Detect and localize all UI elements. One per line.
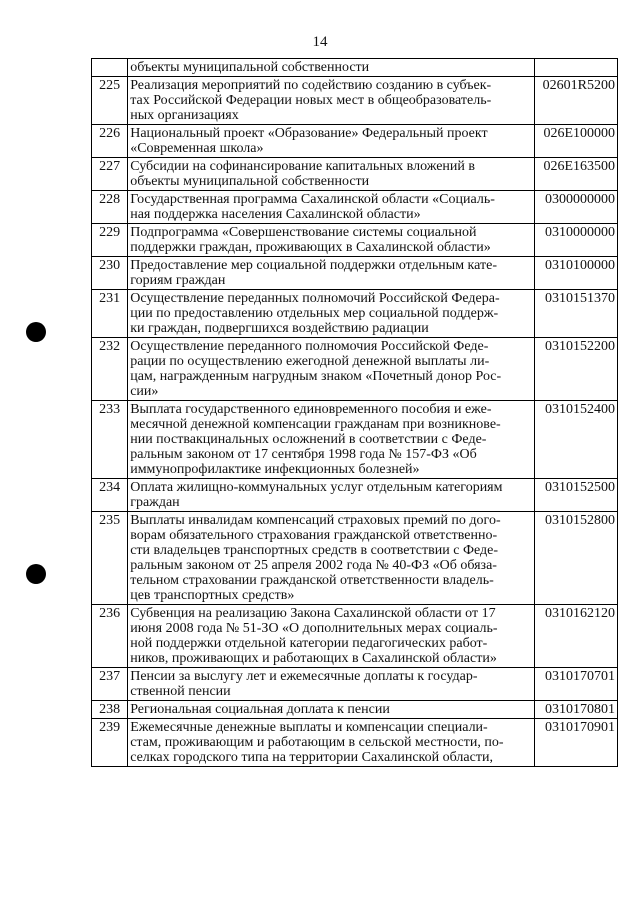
description-line: ральным законом от 17 сентября 1998 года № 157-ФЗ «Об xyxy=(130,447,477,462)
row-code: 0310170901 xyxy=(534,719,617,767)
row-code: 0310152800 xyxy=(534,512,617,605)
row-number: 225 xyxy=(92,77,128,125)
row-description xyxy=(128,290,534,338)
description-line: «Современная школа» xyxy=(130,141,264,156)
row-code: 0300000000 xyxy=(534,191,617,224)
row-number: 236 xyxy=(92,605,128,668)
row-code: 0310162120 xyxy=(534,605,617,668)
row-description xyxy=(128,479,534,512)
description-line: июня 2008 года № 51-ЗО «О дополнительных мерах социаль- xyxy=(130,621,498,636)
description-line: Субсидии на софинансирование капитальных вложений в xyxy=(130,159,476,174)
row-description xyxy=(128,191,534,224)
row-description xyxy=(128,668,534,701)
description-line: Выплаты инвалидам компенсаций страховых премий по дого- xyxy=(130,513,501,528)
description-line: Национальный проект «Образование» Федеральный проект xyxy=(130,126,488,141)
description-line: ки граждан, подвергшихся воздействию радиации xyxy=(130,321,429,336)
row-number: 234 xyxy=(92,479,128,512)
row-code: 0310170701 xyxy=(534,668,617,701)
row-number: 238 xyxy=(92,701,128,719)
description-line: селках городского типа на территории Сахалинской области, xyxy=(130,750,493,765)
row-code: 026E163500 xyxy=(534,158,617,191)
description-line: Выплата государственного единовременного пособия и еже- xyxy=(130,402,492,417)
description-line: ников, проживающих и работающих в Сахалинской области» xyxy=(130,651,497,666)
table-row xyxy=(92,401,618,479)
description-line: Оплата жилищно-коммунальных услуг отдельным категориям xyxy=(130,480,503,495)
table-row xyxy=(92,257,618,290)
row-description xyxy=(128,59,534,77)
row-number: 239 xyxy=(92,719,128,767)
description-line: тельном страховании гражданской ответственности владель- xyxy=(130,573,494,588)
row-code: 0310151370 xyxy=(534,290,617,338)
description-line: объекты муниципальной собственности xyxy=(130,174,370,189)
table-row xyxy=(92,290,618,338)
row-description xyxy=(128,224,534,257)
description-line: ральным законом от 25 апреля 2002 года № 40-ФЗ «Об обяза- xyxy=(130,558,497,573)
row-number: 232 xyxy=(92,338,128,401)
description-line: сти владельцев транспортных средств в соответствии с Феде- xyxy=(130,543,499,558)
table-row xyxy=(92,719,618,767)
description-line: тах Российской Федерации новых мест в общеобразователь- xyxy=(130,93,492,108)
row-description xyxy=(128,719,534,767)
table-row xyxy=(92,191,618,224)
description-line: ной поддержки отдельной категории педагогических работ- xyxy=(130,636,488,651)
description-line: ции по предоставлению отдельных мер социальной поддерж- xyxy=(130,306,499,321)
row-code: 0310152400 xyxy=(534,401,617,479)
row-number: 226 xyxy=(92,125,128,158)
description-line: Реализация мероприятий по содействию созданию в субъек- xyxy=(130,78,492,93)
description-line: Государственная программа Сахалинской области «Социаль- xyxy=(130,192,495,207)
table-row xyxy=(92,512,618,605)
description-line: сии» xyxy=(130,384,159,399)
description-line: ворам обязательного страхования гражданской ответственно- xyxy=(130,528,498,543)
row-code xyxy=(534,59,617,77)
page-number: 14 xyxy=(312,34,328,50)
table-row xyxy=(92,338,618,401)
row-code: 0310000000 xyxy=(534,224,617,257)
row-description xyxy=(128,701,534,719)
description-line: Осуществление переданных полномочий Российской Федера- xyxy=(130,291,500,306)
description-line: Предоставление мер социальной поддержки отдельным кате- xyxy=(130,258,497,273)
row-number: 235 xyxy=(92,512,128,605)
description-line: цев транспортных средств» xyxy=(130,588,295,603)
description-line: Подпрограмма «Совершенствование системы социальной xyxy=(130,225,477,240)
binder-hole-bottom xyxy=(26,564,46,584)
table-row xyxy=(92,158,618,191)
table-row xyxy=(92,125,618,158)
row-number xyxy=(92,59,128,77)
description-line: Пенсии за выслугу лет и ежемесячные доплаты к государ- xyxy=(130,669,478,684)
row-number: 227 xyxy=(92,158,128,191)
description-line: стам, проживающим и работающим в сельской местности, по- xyxy=(130,735,504,750)
binder-hole-top xyxy=(26,322,46,342)
row-number: 228 xyxy=(92,191,128,224)
description-line: граждан xyxy=(130,495,180,510)
row-description xyxy=(128,605,534,668)
row-description xyxy=(128,158,534,191)
description-line: рации по осуществлению ежегодной денежной выплаты ли- xyxy=(130,354,490,369)
row-number: 233 xyxy=(92,401,128,479)
description-line: Субвенция на реализацию Закона Сахалинской области от 17 xyxy=(130,606,496,621)
description-line: Региональная социальная доплата к пенсии xyxy=(130,702,390,717)
description-line: нии поствакцинальных осложнений в соответствии с Феде- xyxy=(130,432,487,447)
row-description xyxy=(128,125,534,158)
description-line: объекты муниципальной собственности xyxy=(130,60,370,75)
row-description xyxy=(128,77,534,125)
table-row xyxy=(92,224,618,257)
description-line: ных организациях xyxy=(130,108,239,123)
row-code: 026E100000 xyxy=(534,125,617,158)
description-line: Ежемесячные денежные выплаты и компенсации специали- xyxy=(130,720,488,735)
row-number: 237 xyxy=(92,668,128,701)
table-row xyxy=(92,77,618,125)
row-code: 0310152500 xyxy=(534,479,617,512)
description-line: гориям граждан xyxy=(130,273,226,288)
description-line: месячной денежной компенсации гражданам при возникнове- xyxy=(130,417,501,432)
row-description xyxy=(128,338,534,401)
row-code: 02601R5200 xyxy=(534,77,617,125)
table-row xyxy=(92,668,618,701)
description-line: иммунопрофилактике инфекционных болезней» xyxy=(130,462,420,477)
table-row xyxy=(92,605,618,668)
row-code: 0310152200 xyxy=(534,338,617,401)
row-number: 231 xyxy=(92,290,128,338)
description-line: ная поддержка населения Сахалинской области» xyxy=(130,207,421,222)
table-row xyxy=(92,59,618,77)
row-description xyxy=(128,401,534,479)
description-line: Осуществление переданного полномочия Российской Феде- xyxy=(130,339,489,354)
table-body xyxy=(92,59,618,767)
row-number: 230 xyxy=(92,257,128,290)
row-code: 0310100000 xyxy=(534,257,617,290)
description-line: ственной пенсии xyxy=(130,684,231,699)
row-description xyxy=(128,512,534,605)
table-row xyxy=(92,479,618,512)
budget-classification-table xyxy=(91,58,618,767)
table-row xyxy=(92,701,618,719)
description-line: поддержки граждан, проживающих в Сахалинской области» xyxy=(130,240,491,255)
description-line: цам, награжденным нагрудным знаком «Почетный донор Рос- xyxy=(130,369,502,384)
row-number: 229 xyxy=(92,224,128,257)
row-description xyxy=(128,257,534,290)
row-code: 0310170801 xyxy=(534,701,617,719)
